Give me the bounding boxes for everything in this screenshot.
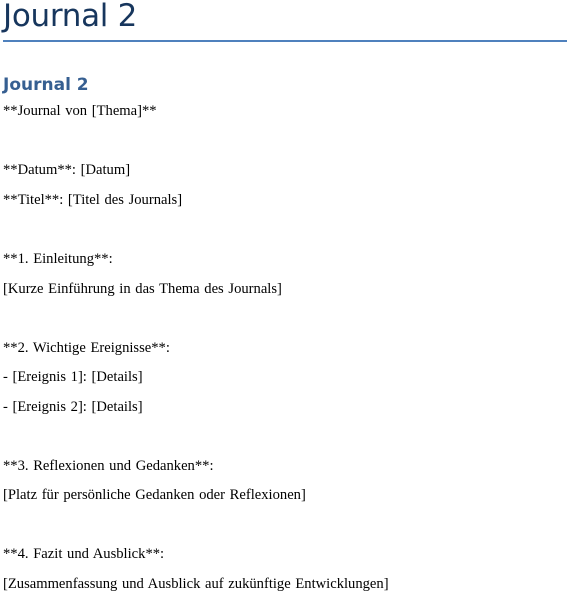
event-item-1: - [Ereignis 1]: [Details] [3, 369, 143, 385]
intro-text-line: [Kurze Einführung in das Thema des Journals] [3, 281, 282, 297]
title-divider [3, 40, 567, 42]
events-heading-line: **2. Wichtige Ereignisse**: [3, 340, 170, 356]
event-item-2: - [Ereignis 2]: [Details] [3, 399, 143, 415]
section-heading: Journal 2 [3, 75, 89, 95]
conclusion-heading-line: **4. Fazit und Ausblick**: [3, 546, 165, 562]
document-title: Journal 2 [3, 0, 138, 34]
date-line: **Datum**: [Datum] [3, 162, 131, 178]
reflections-heading-line: **3. Reflexionen und Gedanken**: [3, 458, 214, 474]
intro-heading-line: **1. Einleitung**: [3, 251, 113, 267]
conclusion-text-line: [Zusammenfassung und Ausblick auf zukünftige Entwicklungen] [3, 576, 389, 592]
journal-subject-line: **Journal von [Thema]** [3, 103, 157, 119]
title-line: **Titel**: [Titel des Journals] [3, 192, 183, 208]
reflections-text-line: [Platz für persönliche Gedanken oder Reflexionen] [3, 487, 306, 503]
